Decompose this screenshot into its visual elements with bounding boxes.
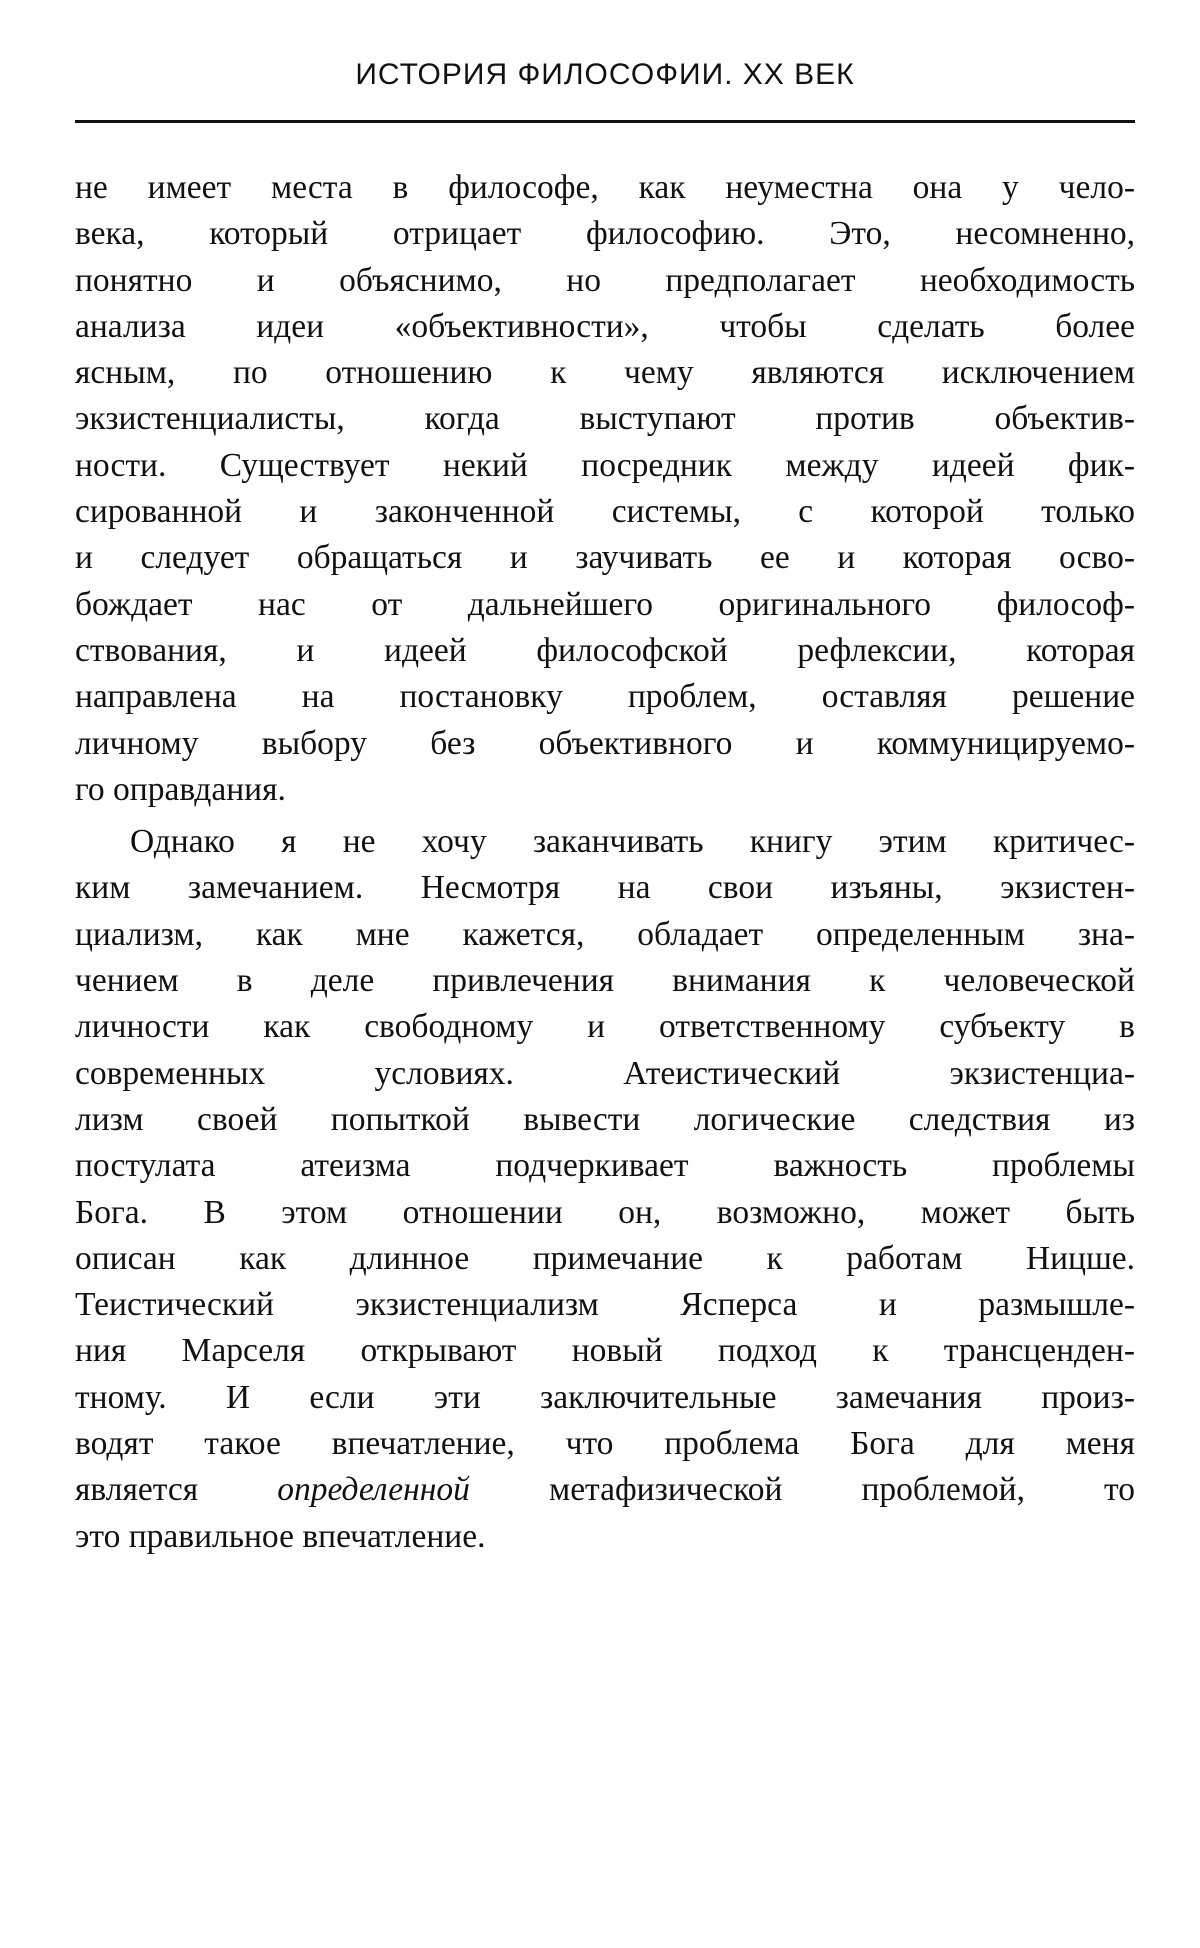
text-line: века, который отрицает философию. Это, несомненно, xyxy=(75,215,1135,253)
text-line: тному. И если эти заключительные замечания произ- xyxy=(75,1378,1135,1416)
text-line: личному выбору без объективного и коммуницируемо- xyxy=(75,724,1135,762)
emphasized-word: определенной xyxy=(277,1471,470,1509)
text-line: чением в деле привлечения внимания к человеческой xyxy=(75,962,1135,1000)
text-segment: метафизической проблемой, то xyxy=(469,1471,1135,1509)
header-rule xyxy=(75,120,1135,123)
text-line: ким замечанием. Несмотря на свои изъяны, экзистен- xyxy=(75,869,1135,907)
text-line: направлена на постановку проблем, оставляя решение xyxy=(75,678,1135,716)
text-line-with-emphasis xyxy=(75,1467,1135,1513)
text-line: Однако я не хочу заканчивать книгу этим критичес- xyxy=(130,823,1135,861)
text-line: понятно и объяснимо, но предполагает необходимость xyxy=(75,261,1135,299)
text-line: ясным, по отношению к чему являются исключением xyxy=(75,354,1135,392)
text-line: сированной и законченной системы, с которой только xyxy=(75,493,1135,531)
text-line: лизм своей попыткой вывести логические следствия из xyxy=(75,1100,1135,1138)
text-line: циализм, как мне кажется, обладает определенным зна- xyxy=(75,915,1135,953)
text-line: не имеет места в философе, как неуместна она у чело- xyxy=(75,169,1135,206)
text-line: постулата атеизма подчеркивает важность проблемы xyxy=(75,1147,1135,1185)
text-segment: является xyxy=(75,1471,278,1509)
text-line: водят такое впечатление, что проблема Бога для меня xyxy=(75,1425,1135,1463)
text-line: анализа идеи «объективности», чтобы сделать более xyxy=(75,307,1135,345)
text-line: экзистенциалисты, когда выступают против объектив- xyxy=(75,400,1135,438)
text-line: Бога. В этом отношении он, возможно, может быть xyxy=(75,1193,1135,1231)
running-head: ИСТОРИЯ ФИЛОСОФИИ. XX ВЕК xyxy=(355,58,855,91)
paragraph-1 xyxy=(75,165,1135,813)
text-line: это правильное впечатление. xyxy=(75,1517,486,1555)
text-line: и следует обращаться и заучивать ее и которая осво- xyxy=(75,539,1135,577)
text-line: описан как длинное примечание к работам Ницше. xyxy=(75,1239,1135,1277)
text-line: современных условиях. Атеистический экзистенциа- xyxy=(75,1054,1135,1092)
text-line: ния Марселя открывают новый подход к трансценден- xyxy=(75,1332,1135,1370)
body-text xyxy=(75,165,1135,1560)
paragraph-2 xyxy=(75,819,1135,1560)
text-line: го оправдания. xyxy=(75,770,286,808)
text-line: личности как свободному и ответственному субъекту в xyxy=(75,1008,1135,1046)
text-line: Теистический экзистенциализм Ясперса и размышле- xyxy=(75,1286,1135,1324)
text-line: ствования, и идеей философской рефлексии, которая xyxy=(75,631,1135,669)
text-line: ности. Существует некий посредник между идеей фик- xyxy=(75,446,1135,484)
text-line: бождает нас от дальнейшего оригинального философ- xyxy=(75,585,1135,623)
